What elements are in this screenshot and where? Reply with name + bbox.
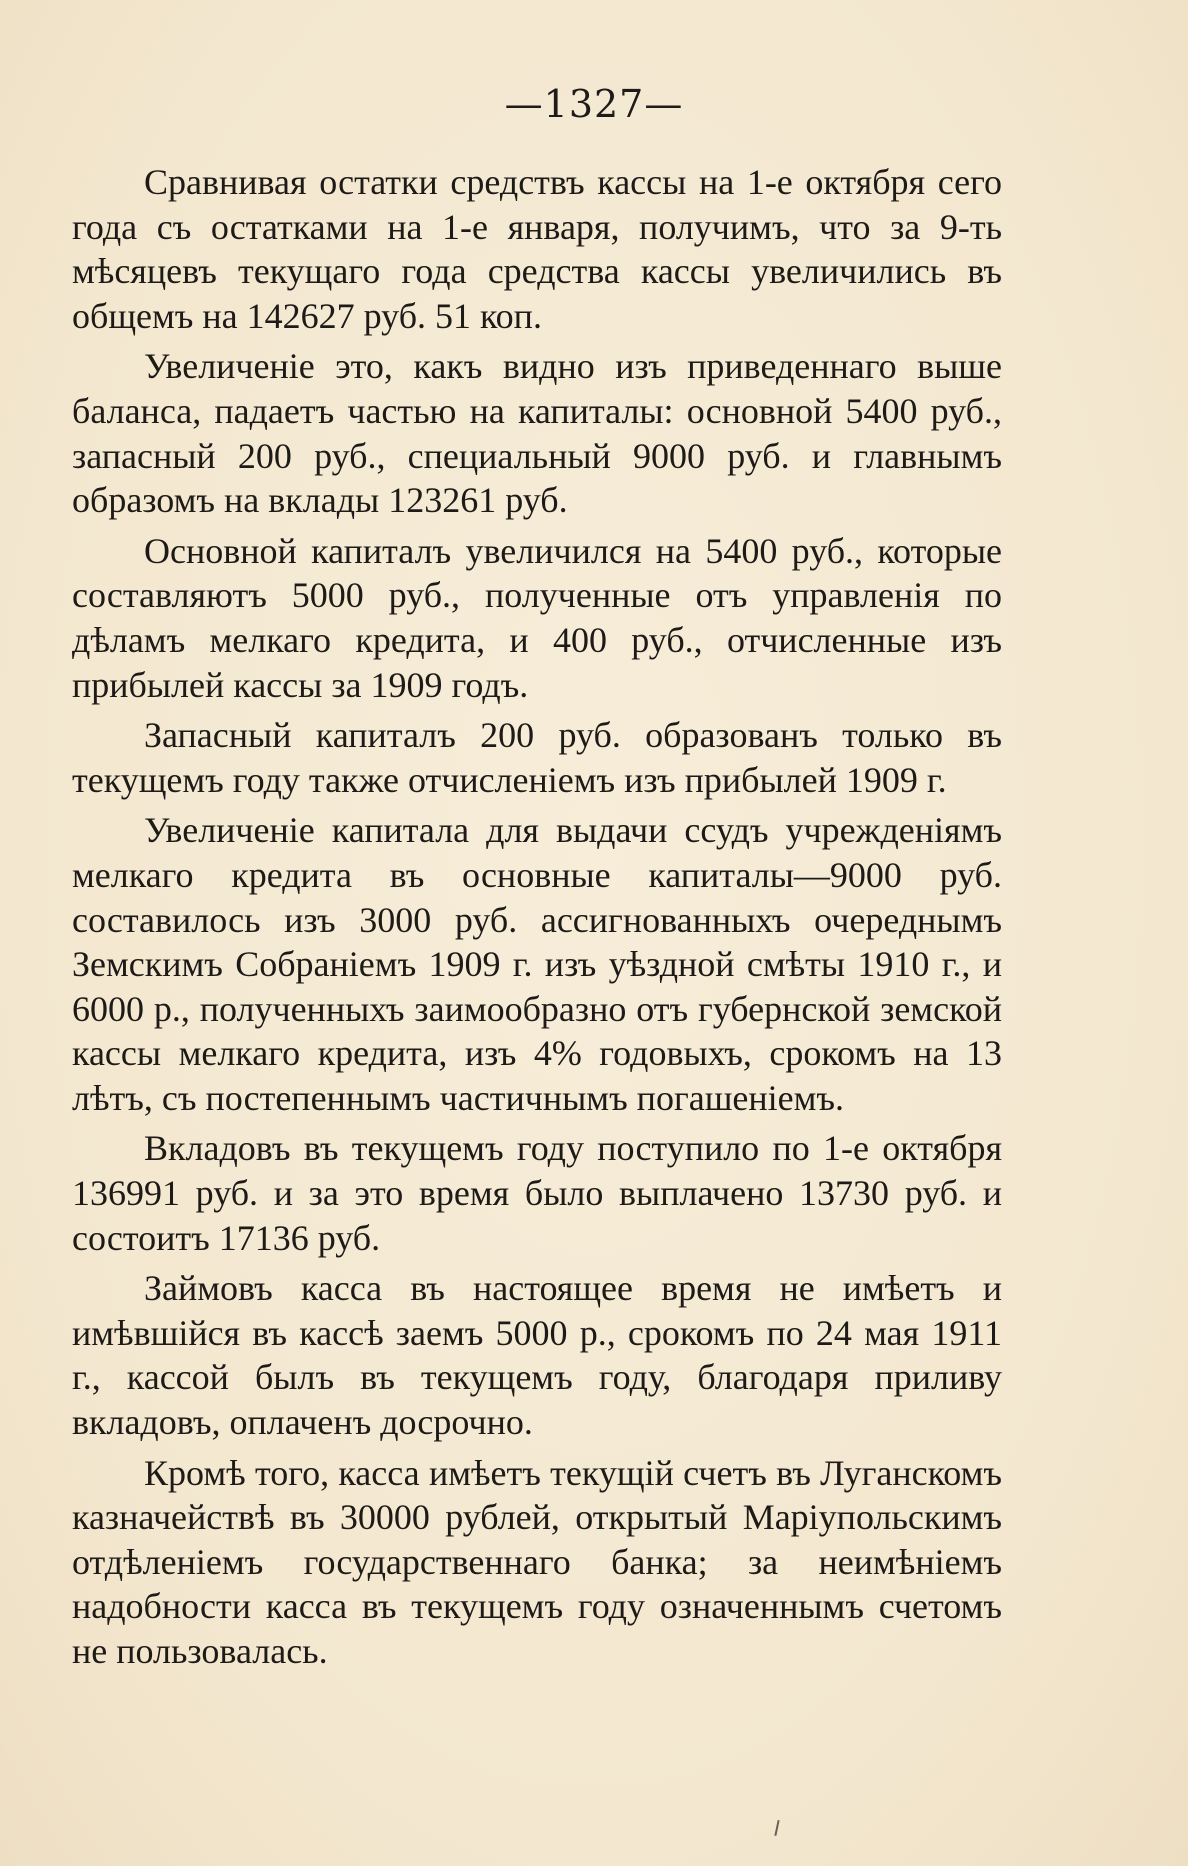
paragraph-2: Увеличенiе это, какъ видно изъ приведеннаго выше баланса, падаетъ частью на капиталы: основной 5400 руб., запасный 200 руб., специальный 9000 руб. и главнымъ образомъ на вклады 123261 руб. — [72, 346, 1002, 521]
paragraph-7: Займовъ касса въ настоящее время не имѣетъ и имѣвшiйся въ кассѣ заемъ 5000 р., срокомъ по 24 мая 1911 г., кассой былъ въ текущемъ году, благодаря приливу вкладовъ, оплаченъ досрочно. — [72, 1268, 1002, 1443]
paragraph-4: Запасный капиталъ 200 руб. образованъ только въ текущемъ году также отчисленiемъ изъ прибылей 1909 г. — [72, 715, 1002, 800]
paragraph-5: Увеличенiе капитала для выдачи ссудъ учрежденiямъ мелкаго кредита въ основные капиталы—9000 руб. составилось изъ 3000 руб. ассигнованныхъ очереднымъ Земскимъ Собранiемъ 1909 г. изъ уѣздной смѣты 1910 г., и 6000 р., полученныхъ заимообразно отъ губернской земской кассы мелкаго кредита, изъ 4% годовыхъ, срокомъ на 13 лѣтъ, съ постепеннымъ частичнымъ погашенiемъ. — [72, 810, 1002, 1118]
paragraph-3: Основной капиталъ увеличился на 5400 руб., которые составляютъ 5000 руб., полученные отъ управленiя по дѣламъ мелкаго кредита, и 400 руб., отчисленные изъ прибылей кассы за 1909 годъ. — [72, 530, 1002, 705]
page-number: —1327— — [504, 82, 684, 126]
paragraph-6: Вкладовъ въ текущемъ году поступило по 1-е октября 136991 руб. и за это время было выплачено 13730 руб. и состоитъ 17136 руб. — [72, 1128, 1002, 1258]
paragraph-8: Кромѣ того, касса имѣетъ текущiй счетъ въ Луганскомъ казначействѣ въ 30000 рублей, открытый Марiупольскимъ отдѣленiемъ государственнаго банка; за неимѣнiемъ надобности касса въ текущемъ году означеннымъ счетомъ не пользовалась. — [72, 1452, 1002, 1671]
text-body — [72, 160, 1002, 1680]
paragraph-1: Сравнивая остатки средствъ кассы на 1-е октября сего года съ остатками на 1-е января, получимъ, что за 9-ть мѣсяцевъ текущаго года средства кассы увеличились въ общемъ на 142627 руб. 51 коп. — [72, 162, 1002, 336]
stray-ink-mark — [774, 1820, 779, 1836]
